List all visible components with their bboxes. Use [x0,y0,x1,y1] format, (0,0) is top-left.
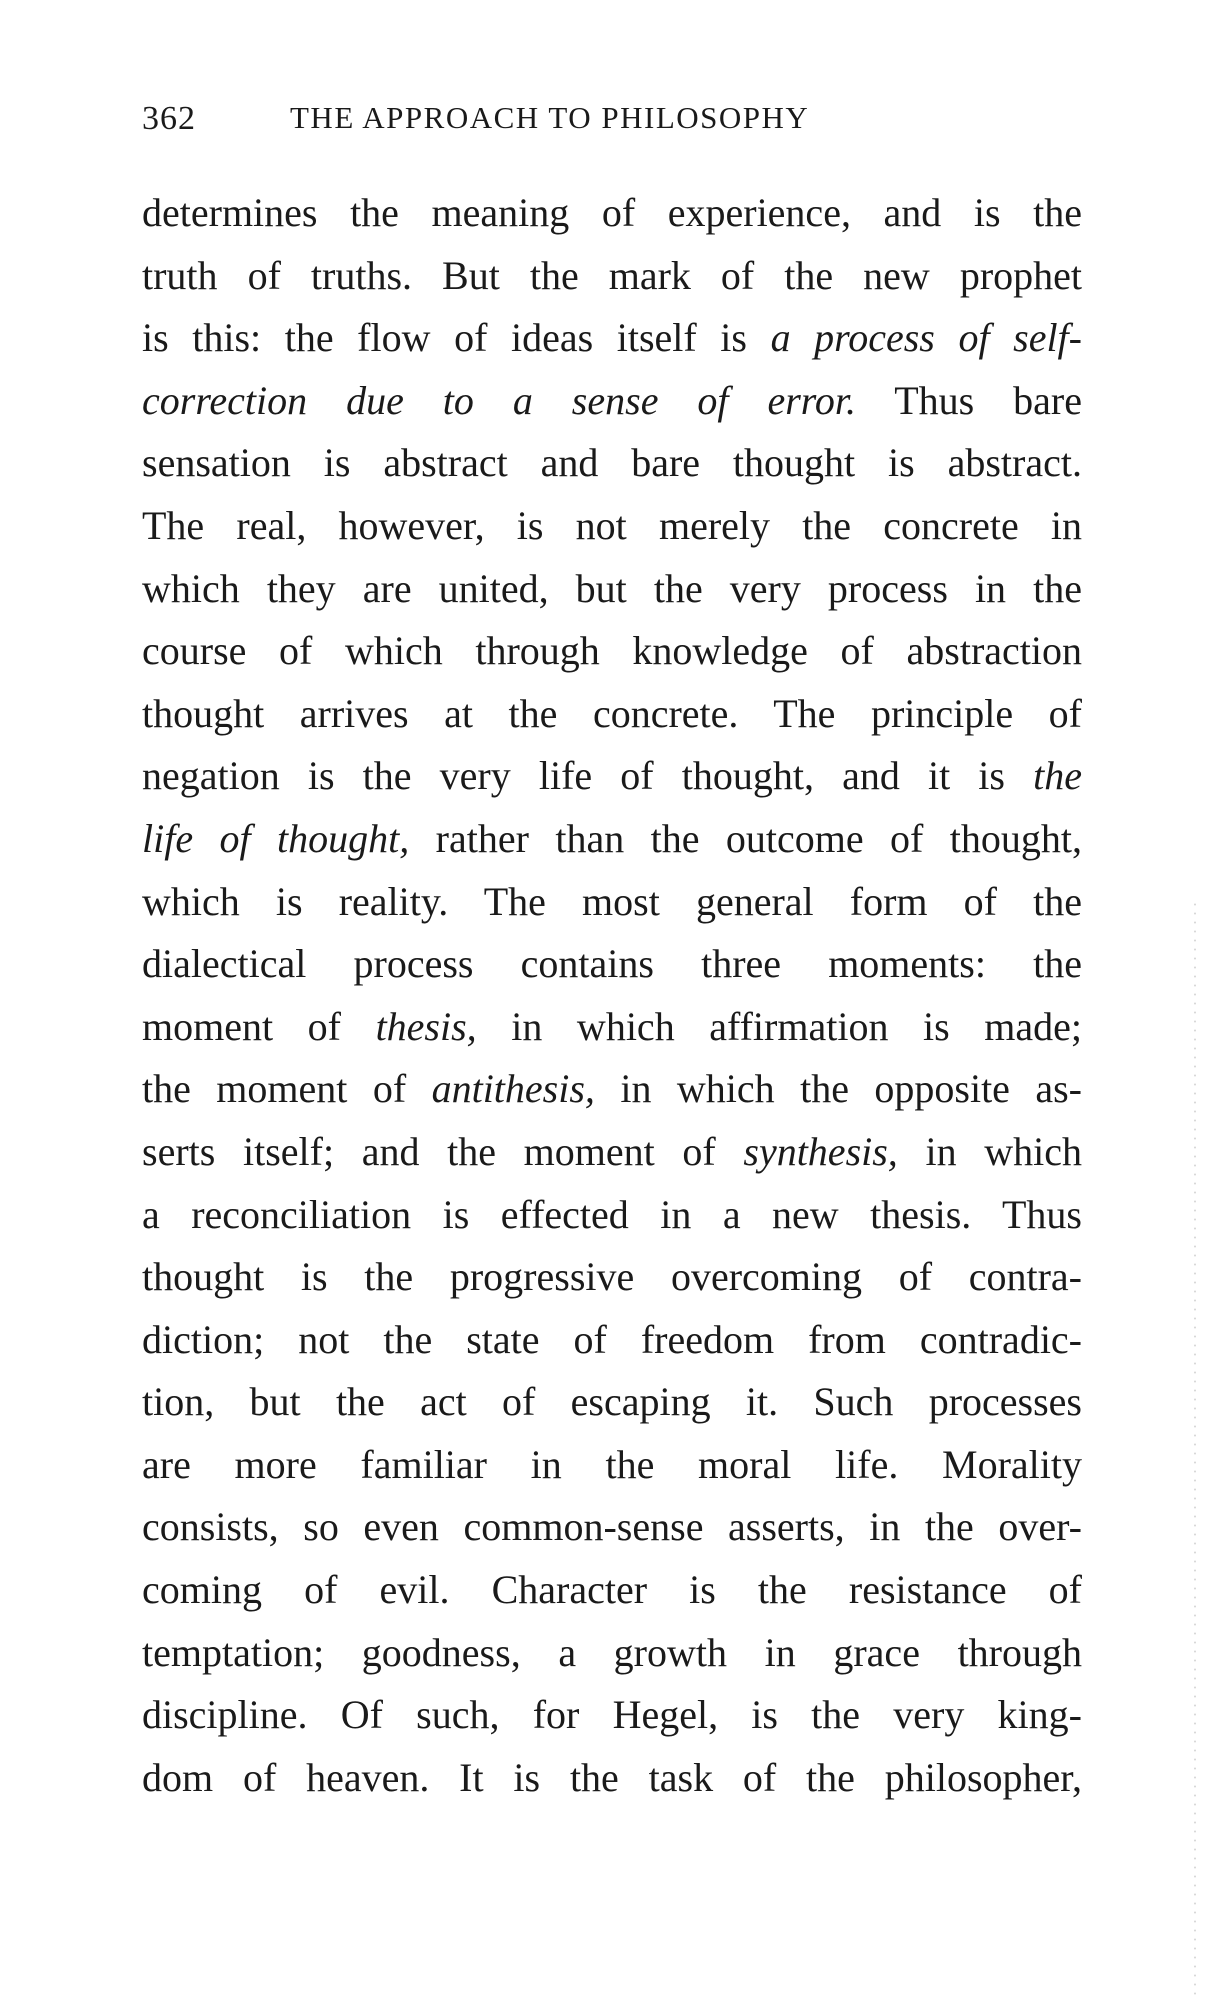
text-line [142,1559,1082,1622]
text-segment: in which affirmation is made; [476,1003,1082,1049]
text-line [142,871,1082,934]
text-segment: in which the opposite as- [594,1066,1082,1112]
italic-text: thesis, [375,1003,477,1049]
text-line [142,1184,1082,1247]
text-segment: is this: the flow of ideas itself is [142,315,771,361]
text-line [142,683,1082,746]
text-segment: thought is the progressive overcoming of contra- [142,1254,1082,1300]
text-line [142,1371,1082,1434]
text-segment: in which [897,1128,1082,1174]
text-segment: diction; not the state of freedom from contradic- [142,1316,1082,1362]
text-line [142,1309,1082,1372]
text-segment: are more familiar in the moral life. Morality [142,1441,1082,1487]
text-segment: thought arrives at the concrete. The principle of [142,690,1082,736]
body-text [142,182,1082,1809]
text-segment: negation is the very life of thought, and it is [142,753,1034,799]
text-line [142,1622,1082,1685]
text-line [142,808,1082,871]
text-segment: the moment of [142,1066,432,1112]
text-segment: temptation; goodness, a growth in grace through [142,1629,1082,1675]
text-segment: a reconciliation is effected in a new thesis. Thus [142,1191,1082,1237]
text-line [142,1684,1082,1747]
text-segment: The real, however, is not merely the concrete in [142,502,1082,548]
text-segment: truth of truths. But the mark of the new prophet [142,252,1082,298]
text-segment: rather than the outcome of thought, [409,815,1082,861]
text-segment: determines the meaning of experience, and is the [142,190,1082,235]
text-line [142,1496,1082,1559]
italic-text: a process of self- [770,315,1082,361]
italic-text: antithesis, [431,1066,595,1112]
page-header [142,100,1082,146]
text-segment: sensation is abstract and bare thought is abstract. [142,440,1082,486]
text-segment: discipline. Of such, for Hegel, is the very king- [142,1692,1082,1738]
text-line [142,620,1082,683]
page-edge-speckle [1192,900,1198,2000]
running-title: THE APPROACH TO PHILOSOPHY [290,100,810,135]
text-line [142,745,1082,808]
text-line [142,245,1082,308]
text-line [142,996,1082,1059]
italic-text: correction due to a sense of error. [142,377,856,423]
text-segment: which is reality. The most general form of the [142,878,1082,924]
text-segment: coming of evil. Character is the resistance of [142,1567,1082,1613]
text-segment: serts itself; and the moment of [142,1128,744,1174]
text-segment: tion, but the act of escaping it. Such processes [142,1379,1082,1425]
text-segment: dialectical process contains three moments: the [142,941,1082,987]
text-line [142,495,1082,558]
text-line [142,1434,1082,1497]
italic-text: the [1033,753,1082,799]
page-number: 362 [142,100,196,137]
text-line [142,370,1082,433]
text-segment: dom of heaven. It is the task of the philosopher, [142,1754,1082,1800]
text-segment: consists, so even common-sense asserts, in the over- [142,1504,1082,1550]
italic-text: synthesis, [743,1128,898,1174]
text-line [142,1058,1082,1121]
text-segment: which they are united, but the very process in the [142,565,1082,611]
text-line [142,1246,1082,1309]
text-segment: moment of [142,1003,376,1049]
text-line [142,1121,1082,1184]
text-line [142,182,1082,245]
text-line [142,933,1082,996]
text-segment: course of which through knowledge of abstraction [142,628,1082,674]
text-segment: Thus bare [856,377,1082,423]
text-line [142,1747,1082,1810]
text-line [142,307,1082,370]
italic-text: life of thought, [142,815,410,861]
text-line [142,558,1082,621]
text-line [142,432,1082,495]
